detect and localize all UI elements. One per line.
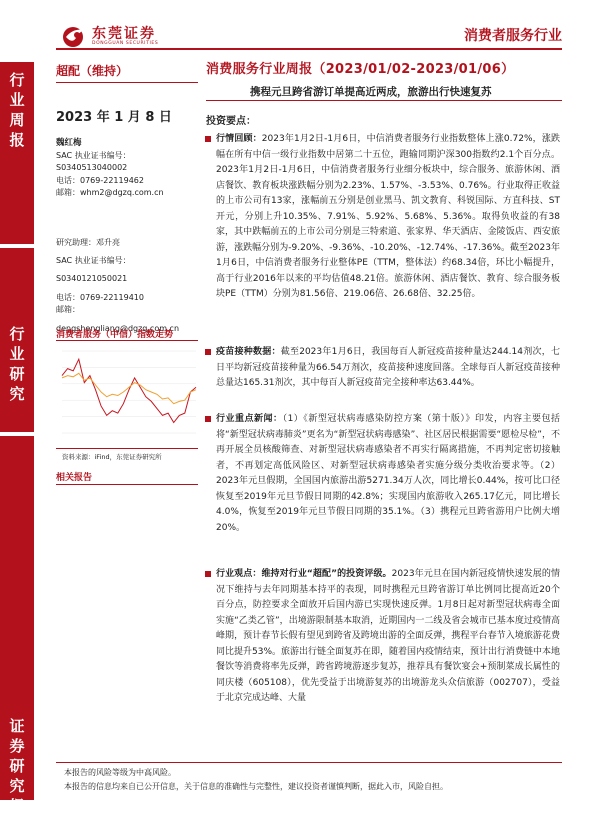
chart-bottom-divider xyxy=(56,448,198,449)
brand-name-en: DONGGUAN SECURITIES xyxy=(92,41,159,46)
assistant-email[interactable]: dengshengliang@dgzq.com.cn xyxy=(56,323,180,333)
analyst-phone: 电话：0769-22119462 xyxy=(56,175,144,185)
license-number: S0340513040002 xyxy=(56,163,128,172)
paragraph-lead: 行情回顾： xyxy=(216,134,262,144)
brand-name-cn: 东莞证券 xyxy=(92,26,156,42)
industry-news-paragraph xyxy=(216,412,560,536)
risk-level-note: 本报告的风险等级为中高风险。 xyxy=(64,768,176,777)
chart-series-line-1 xyxy=(62,359,196,422)
paragraph-lead: 疫苗接种数据： xyxy=(216,347,281,357)
paragraph-body: 2023年元旦在国内新冠疫情快速发展的情况下维持与去年同期基本持平的表现，同时携程元旦跨省游订单比例同比提高近20个百分点，防控要求全面放开后国内游已实现快速反弹。1月8日起对新型冠状病毒全面实施“乙类乙管”，出境游限制基本取消，近期国内一二线及省会城市已基本度过疫情高峰期，预计春节长假有望见到跨省及跨境出游的全面反弹，携程平台春节入境旅游花费同比提升53%。旅游出行链全面复苏在即，随着国内疫情结束，预计出行消费链中本地餐饮等消费将率先反弹，跨省跨境游逐步复苏，推荐具有餐饮宴会+预制菜成长属性的同庆楼（605108），优先受益于出境游复苏的出境游龙头众信旅游（002707），受益于北京完成达峰、大量 xyxy=(216,569,561,703)
square-bullet-icon xyxy=(205,416,211,422)
paragraph-lead: 行业观点：维持对行业“超配”的投资评级。 xyxy=(216,569,392,579)
market-review-paragraph xyxy=(216,132,560,303)
side-band-text: 行业周报 xyxy=(9,71,25,149)
assistant-name: 研究助理：邓升亮 xyxy=(56,238,120,247)
chart-title-divider xyxy=(56,340,198,341)
side-band-securities-report xyxy=(0,436,34,835)
analyst-email-row xyxy=(56,187,201,200)
license-number: S0340121050021 xyxy=(56,274,128,283)
related-reports-heading: 相关报告 xyxy=(56,473,93,483)
paragraph-body: 2023年1月2日-1月6日，中信消费者服务行业指数整体上涨0.72%，涨跌幅在所有中信一级行业指数中居第二十五位，跑输同期沪深300指数约2.1个百分点。2023年1月2日-1月6日，中信消费者服务行业细分板块中，综合服务、旅游休闲、酒店餐饮、教育板块涨跌幅分别为2.23%、1.57%、-3.53%、0.76%。行业取得正收益的上市公司有13家，涨幅前五分别是创业黑马、凯文教育、科锐国际、方直科技、ST开元，分别上升10.35%、7.91%、5.92%、5.68%、5.36%。取得负收益的有38家，其中跌幅前五的上市公司分别是三特索道、张家界、华天酒店、金陵饭店、西安旅游，涨跌幅分别为-9.20%、-9.36%、-10.20%、-12.74%、-17.36%。截至2023年1月6日，中信消费者服务行业整体PE（TTM，整体法）约68.34倍，环比小幅提升，高于行业2016年以来的平均估值48.21倍。旅游休闲、酒店餐饮、教育、综合服务板块PE（TTM）分别为81.56倍、219.06倍、26.68倍、32.25倍。 xyxy=(216,134,560,299)
investment-points-heading: 投资要点： xyxy=(206,116,256,127)
side-band xyxy=(0,62,34,835)
paragraph-lead: 行业重点新闻： xyxy=(216,414,283,424)
brand-mark-icon xyxy=(62,24,88,48)
paragraph-body: （1）《新型冠状病毒感染防控方案（第十版）》印发，内容主要包括将“新型冠状病毒肺炎”更名为“新型冠状病毒感染”、社区居民根据需要“愿检尽检”，不再开展全员核酸筛查、对新型冠状病毒感染者不再实行隔离措施，不再判定密切接触者，不再划定高低风险区、对新型冠状病毒感染者实施分级分类收治要求等。（2）2023年元旦假期，全国国内旅游出游5271.34万人次，同比增长0.44%，按可比口径恢复至2019年元旦节假日同期的42.8%；实现国内旅游收入265.17亿元，同比增长4.0%，恢复至2019年元旦节假日同期的35.1%。（3）携程元旦跨省游用户比例大增20%。 xyxy=(216,414,560,533)
report-subtitle: 携程元旦跨省游订单提高近两成，旅游出行快速复苏 xyxy=(250,86,492,98)
email-label: 邮箱： xyxy=(56,188,80,197)
vaccine-data-paragraph xyxy=(216,345,560,392)
assistant-phone: 电话：0769-22119410 xyxy=(56,292,144,302)
analyst-name: 魏红梅 xyxy=(56,138,82,148)
chart-series-line-2 xyxy=(62,373,196,403)
title-divider xyxy=(206,100,562,101)
paragraph-body: 截至2023年1月6日，我国每百人新冠疫苗接种量达244.14剂次，七日平均新冠疫苗接种量为66.54万剂次，疫苗接种速度回落。全球每百人新冠疫苗接种总量达165.31剂次，其中每百人新冠疫苗完全接种率达63.44%。 xyxy=(216,347,560,388)
report-date: 2023 年 1 月 8 日 xyxy=(56,110,172,125)
industry-view-paragraph xyxy=(216,567,560,757)
header-divider xyxy=(56,48,562,50)
email-label: 邮箱： xyxy=(56,305,80,314)
side-band-text: 行业研究 xyxy=(9,325,25,403)
rating-label: 超配（维持） xyxy=(56,64,129,78)
rating-divider xyxy=(56,82,198,83)
index-trend-chart xyxy=(56,343,202,445)
disclaimer-note: 本报告的信息均来自已公开信息，关于信息的准确性与完整性，建议投资者谨慎判断，据此入市，风险自担。 xyxy=(64,782,448,791)
side-band-text: 证券研究报告 xyxy=(9,717,25,835)
side-band-report-type xyxy=(0,62,34,244)
side-band-research-type xyxy=(0,248,34,432)
square-bullet-icon xyxy=(205,136,211,142)
report-header xyxy=(0,0,600,62)
analyst-info xyxy=(56,137,201,200)
footer-divider xyxy=(56,762,562,763)
industry-label: 消费者服务行业 xyxy=(464,28,562,44)
chart-title: 消费者服务（中信）指数走势 xyxy=(56,330,174,340)
license-label: SAC 执业证书编号： xyxy=(56,255,131,265)
square-bullet-icon xyxy=(205,571,211,577)
chart-source: 资料来源：iFind，东莞证券研究所 xyxy=(62,453,162,461)
assistant-info xyxy=(56,237,201,335)
license-label: SAC 执业证书编号： xyxy=(56,150,131,160)
analyst-email[interactable]: whm2@dgzq.com.cn xyxy=(80,188,164,197)
related-divider xyxy=(56,484,198,485)
report-title: 消费服务行业周报（2023/01/02-2023/01/06） xyxy=(206,62,515,77)
square-bullet-icon xyxy=(205,349,211,355)
